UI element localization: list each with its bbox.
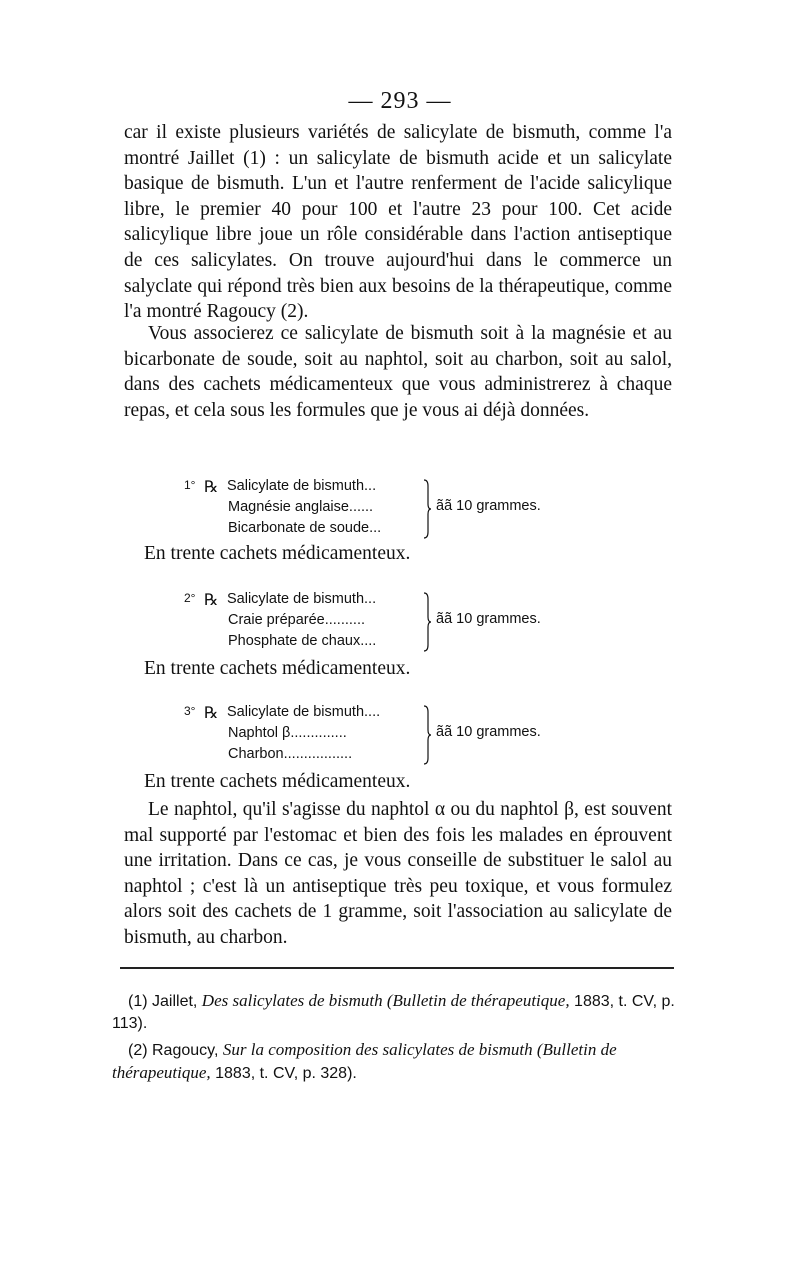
curly-brace-icon — [422, 704, 432, 766]
page-number: — 293 — — [348, 88, 452, 114]
paragraph-text: Vous associerez ce salicylate de bismuth soit à la magnésie et au bicarbonate de soude, soit au naphtol, soit au charbon, soit au salol, dans des cachets médicamenteux que vous administrerez à chaque repas, et cela sous les formules que je vous ai déjà données. — [124, 323, 672, 421]
footnote-title: Des salicylates de bismuth (Bulletin de thérapeutique, — [201, 991, 570, 1010]
footnote-author: (2) Ragoucy, — [128, 1042, 223, 1059]
ingredient: Magnésie anglaise...... — [228, 499, 374, 515]
footnotes — [112, 990, 678, 1089]
recipe-symbol: ℞ — [204, 590, 219, 609]
dose: ãã 10 grammes. — [436, 611, 541, 627]
ingredient: Naphtol β.............. — [228, 725, 347, 741]
footnote-title: Sur la composition des salicylates de bismuth (Bulletin de thérapeutique, — [112, 1040, 617, 1082]
footnote-ref: 1883, t. CV, p. 328). — [210, 1065, 357, 1082]
ingredient: Salicylate de bismuth... — [227, 478, 377, 494]
ingredient: Craie préparée.......... — [228, 612, 366, 628]
prescription-formula-3 — [184, 704, 604, 776]
dose: ãã 10 grammes. — [436, 724, 541, 740]
recipe-symbol: ℞ — [204, 477, 219, 496]
formula-number: 3° — [184, 704, 196, 718]
footnote-ref: 1883, t. CV, p. 113). — [112, 993, 675, 1032]
dose: ãã 10 grammes. — [436, 498, 541, 514]
formula-number: 2° — [184, 591, 196, 605]
curly-brace-icon — [422, 591, 432, 653]
ingredient: Charbon................. — [228, 746, 353, 762]
formula-number: 1° — [184, 478, 196, 492]
footnote-2 — [112, 1039, 678, 1085]
ingredient: Salicylate de bismuth.... — [227, 704, 381, 720]
ingredient: Salicylate de bismuth... — [227, 591, 377, 607]
paragraph-text: car il existe plusieurs variétés de salicylate de bismuth, comme l'a montré Jaillet (1) : un salicylate de bismuth acide et un salicylate basique de bismuth. L'un et l'autre renferment de l'acide salicylique libre, le premier 40 pour 100 et l'autre 23 pour 100. Cet acide salicylique libre joue un rôle considérable dans l'action antiseptique de ces salicylates. On trouve aujourd'hui dans le commerce un salyclate qui répond très bien aux besoins de la thérapeutique, comme l'a montré Ragoucy (2). — [124, 122, 672, 323]
ingredient: Bicarbonate de soude... — [228, 520, 382, 536]
footnote-1 — [112, 990, 678, 1035]
formula-caption: En trente cachets médicamenteux. — [144, 543, 411, 564]
curly-brace-icon — [422, 478, 432, 540]
body-paragraph-3 — [124, 797, 672, 951]
footnote-divider — [120, 967, 674, 969]
paragraph-text: Le naphtol, qu'il s'agisse du naphtol α ou du naphtol β, est souvent mal supporté par l'estomac et bien des fois les malades en éprouvent une irritation. Dans ce cas, je vous conseille de substituer le salol au naphtol ; c'est là un antiseptique très peu toxique, et vous formulez alors soit des cachets de 1 gramme, soit l'association au salicylate de bismuth, au charbon. — [124, 799, 672, 948]
body-paragraph-1 — [124, 120, 672, 325]
body-paragraph-2 — [124, 321, 672, 423]
ingredient: Phosphate de chaux.... — [228, 633, 377, 649]
prescription-formula-1 — [184, 478, 604, 550]
formula-caption: En trente cachets médicamenteux. — [144, 771, 411, 792]
formula-caption: En trente cachets médicamenteux. — [144, 658, 411, 679]
recipe-symbol: ℞ — [204, 703, 219, 722]
prescription-formula-2 — [184, 591, 604, 663]
footnote-author: (1) Jaillet, — [128, 993, 202, 1010]
